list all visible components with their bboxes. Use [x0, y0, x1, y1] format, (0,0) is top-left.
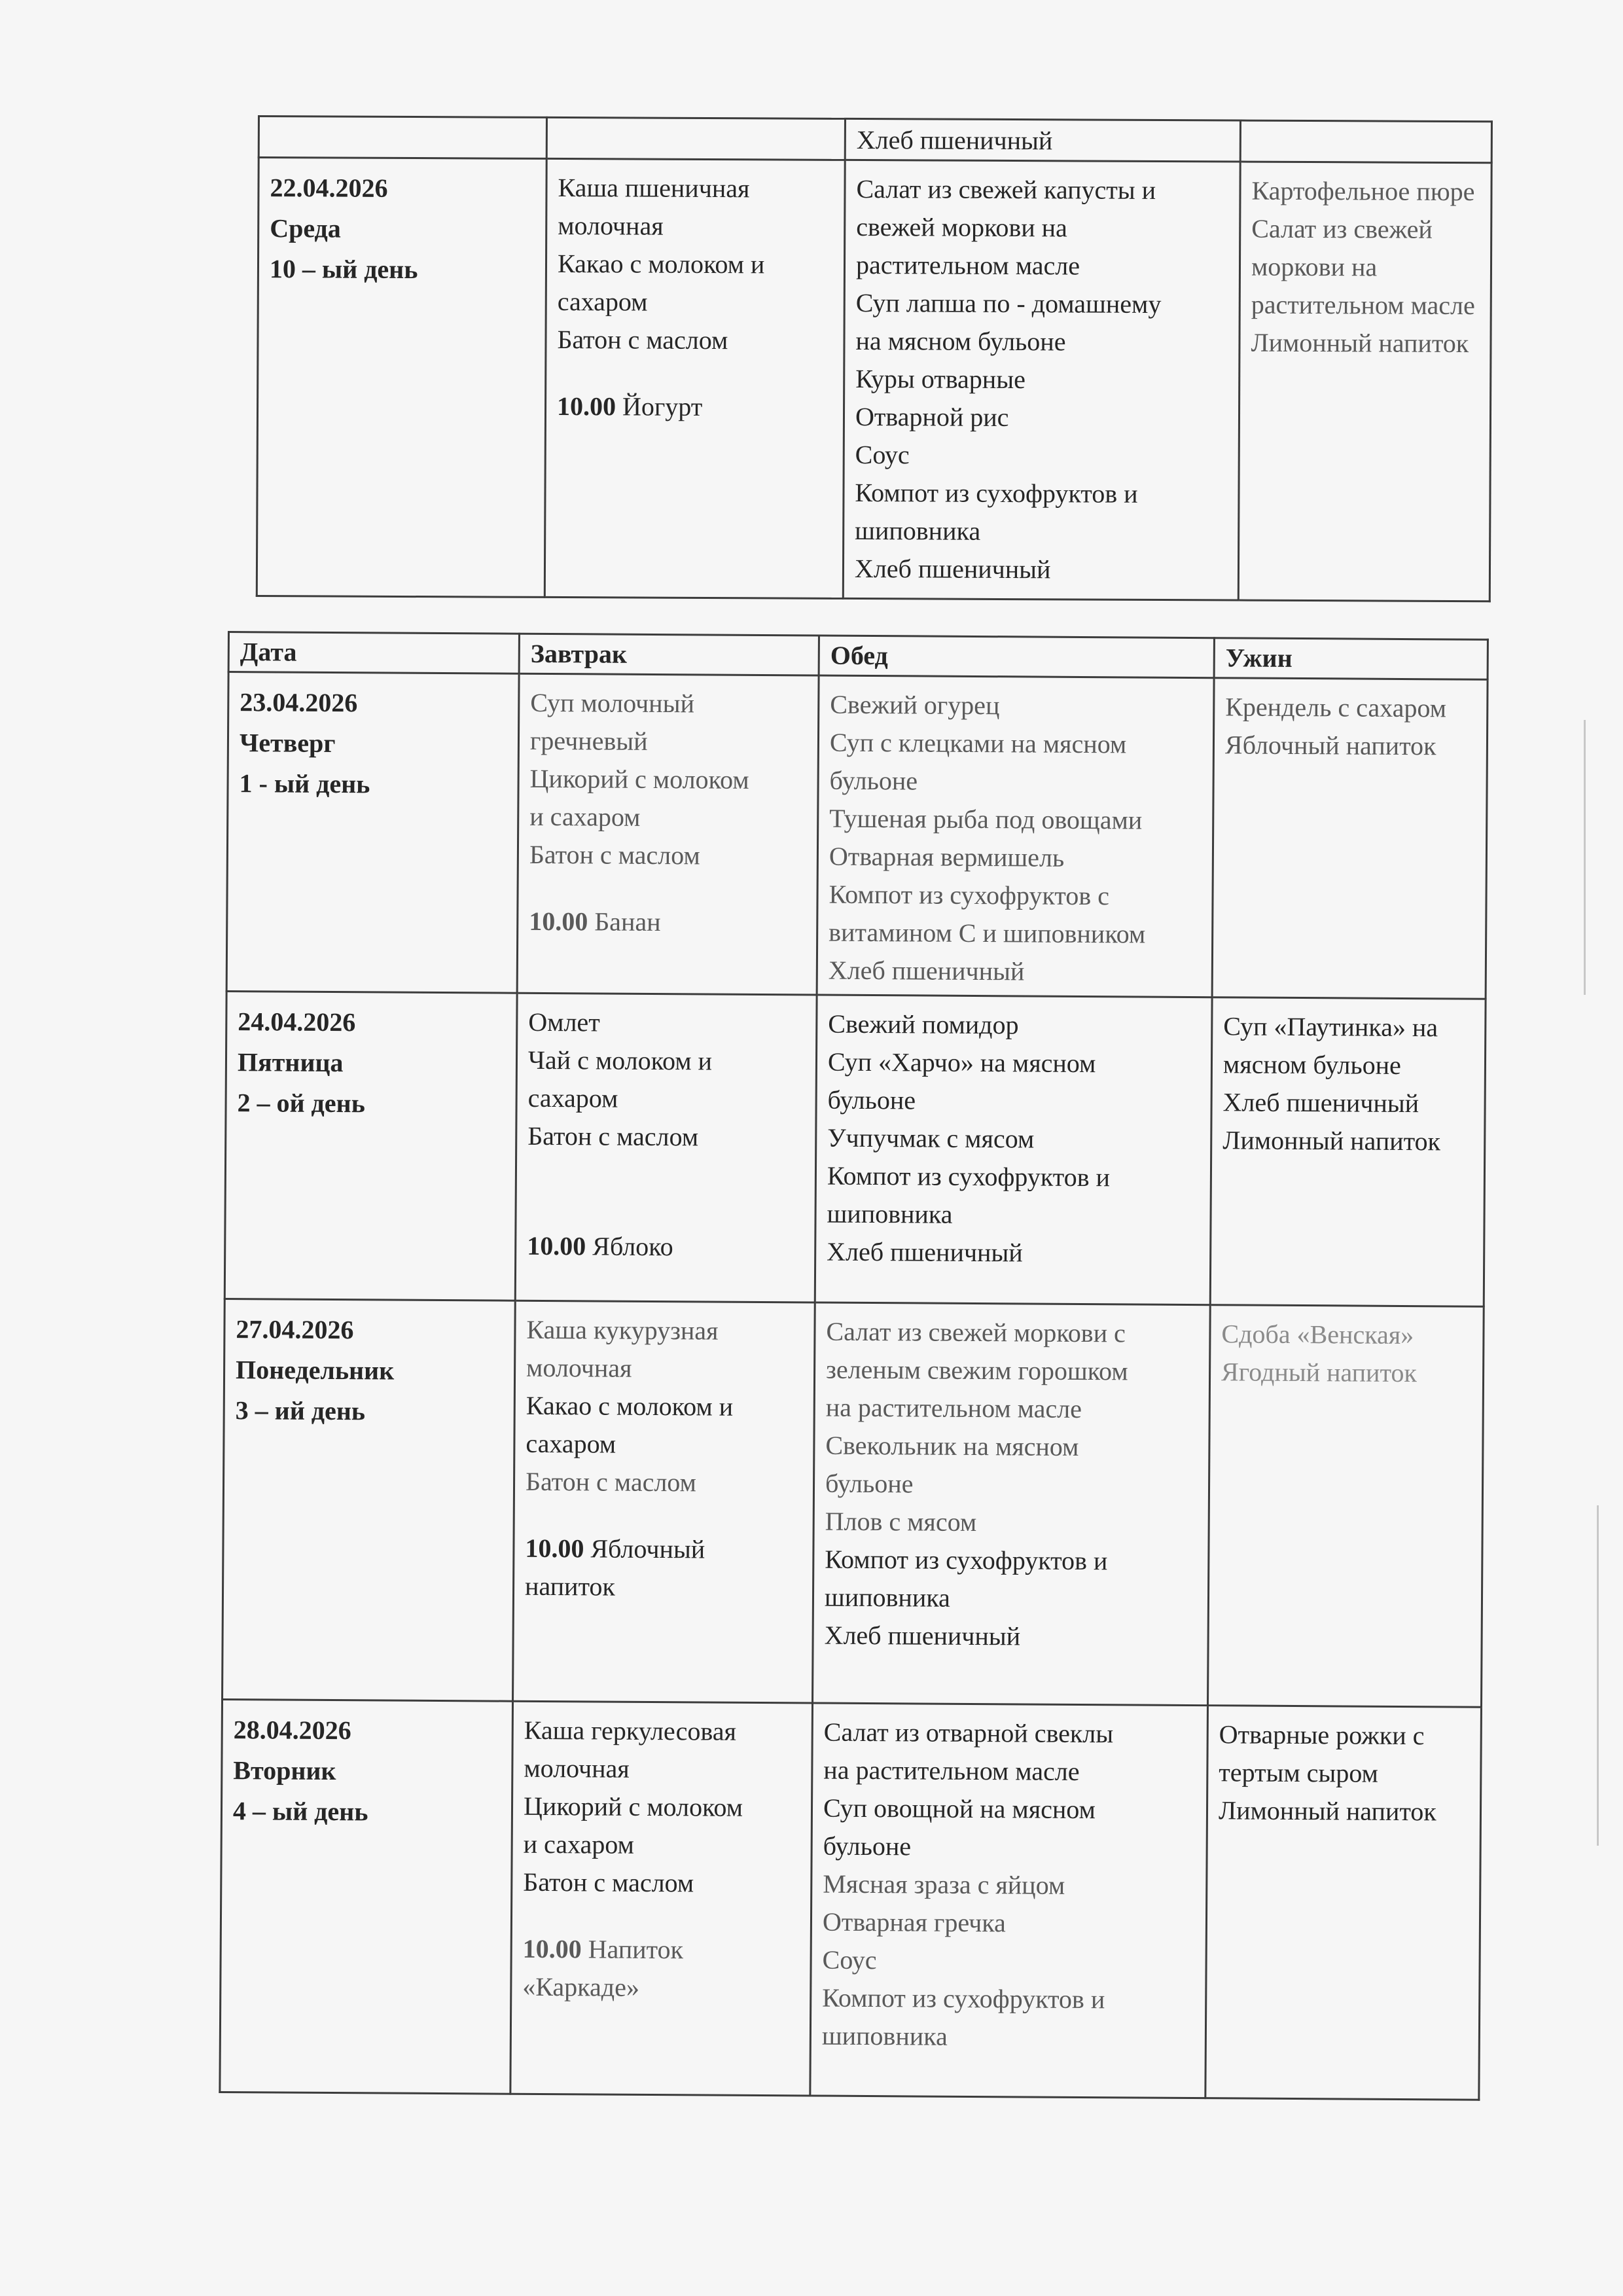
breakfast-item: Цикорий с молоком — [523, 1791, 743, 1822]
breakfast-item: сахаром — [526, 1428, 616, 1459]
snack-item: Яблочный — [590, 1534, 705, 1564]
date-cell — [223, 1299, 516, 1701]
lunch-item: Отварной рис — [855, 401, 1009, 433]
dinner-item: Салат из свежей — [1251, 213, 1433, 244]
breakfast-item: Батон с маслом — [523, 1867, 694, 1898]
date-cell — [220, 1699, 513, 2094]
date-cell — [224, 991, 517, 1300]
carry-over-dinner-cell — [1240, 120, 1491, 163]
lunch-item: Куры отварные — [855, 363, 1026, 395]
dinner-item: Хлеб пшеничный — [1222, 1087, 1419, 1119]
dinner-item: тертым сыром — [1219, 1757, 1379, 1788]
breakfast-item: Какао с молоком и — [557, 249, 765, 279]
weekday: Вторник — [233, 1755, 336, 1786]
snack-time: 10.00 — [556, 391, 616, 422]
breakfast-item: Цикорий с молоком — [529, 763, 749, 795]
breakfast-cell — [510, 1701, 813, 2096]
breakfast-item: молочная — [526, 1352, 632, 1383]
snack-item: Банан — [594, 906, 661, 937]
snack-item-continued: напиток — [524, 1571, 616, 1602]
breakfast-item: Каша кукурузная — [526, 1314, 719, 1346]
lunch-item: Хлеб пшеничный — [856, 124, 1053, 156]
day-row — [224, 991, 1486, 1306]
day-number: 4 – ый день — [232, 1796, 368, 1827]
breakfast-item: Каша пшеничная — [558, 173, 750, 204]
dinner-item: Сдоба «Венская» — [1221, 1319, 1414, 1350]
lunch-item: Отварная гречка — [822, 1907, 1007, 1938]
date: 24.04.2026 — [238, 1007, 356, 1037]
weekday: Среда — [270, 213, 341, 243]
dinner-cell — [1212, 678, 1488, 999]
breakfast-item: Батон с маслом — [529, 839, 700, 870]
lunch-item: Суп овощной на мясном — [823, 1793, 1096, 1825]
snack-time: 10.00 — [529, 906, 588, 937]
dinner-item: Суп «Паутинка» на — [1223, 1011, 1438, 1043]
lunch-cell — [815, 995, 1212, 1305]
lunch-item: Хлеб пшеничный — [854, 553, 1051, 584]
lunch-item: Компот из сухофруктов и — [855, 477, 1138, 509]
lunch-item: Соус — [822, 1945, 877, 1975]
lunch-item: витамином С и шиповником — [829, 917, 1146, 949]
breakfast-item: сахаром — [557, 287, 648, 317]
snack — [527, 1227, 804, 1267]
breakfast-item: Батон с маслом — [557, 324, 728, 355]
header-lunch: Обед — [819, 636, 1214, 678]
lunch-item: Свекольник на мясном — [825, 1430, 1079, 1462]
lunch-cell — [813, 1302, 1211, 1706]
carry-over-breakfast-cell — [546, 117, 845, 160]
day-number: 10 – ый день — [269, 254, 418, 285]
lunch-item: растительном масле — [855, 249, 1080, 281]
weekday: Понедельник — [235, 1355, 395, 1386]
breakfast-item: Каша геркулесовая — [524, 1715, 737, 1746]
lunch-item: зеленым свежим горошком — [825, 1354, 1128, 1386]
lunch-item: Салат из отварной свеклы — [823, 1717, 1114, 1749]
dinner-cell — [1238, 162, 1491, 601]
dinner-item: Картофельное пюре — [1251, 175, 1475, 207]
breakfast-item: Омлет — [528, 1007, 600, 1037]
lunch-item: Мясная зраза с яйцом — [823, 1869, 1065, 1900]
day-row — [220, 1699, 1482, 2100]
lunch-cell — [810, 1703, 1208, 2098]
lunch-item: Компот из сухофруктов и — [825, 1544, 1108, 1576]
menu-table — [219, 631, 1489, 2101]
carry-over-lunch-cell — [845, 118, 1240, 162]
dinner-item: Лимонный напиток — [1251, 327, 1469, 359]
breakfast-cell — [517, 673, 819, 995]
header-date: Дата — [228, 632, 519, 674]
date: 27.04.2026 — [236, 1314, 354, 1345]
lunch-item: Компот из сухофруктов и — [827, 1160, 1111, 1193]
date: 22.04.2026 — [270, 173, 388, 203]
breakfast-item: Какао с молоком и — [526, 1390, 734, 1422]
breakfast-item: Батон с маслом — [527, 1121, 699, 1152]
dinner-item: Ягодный напиток — [1221, 1357, 1418, 1388]
scan-edge-mark — [1584, 720, 1586, 995]
lunch-cell — [843, 160, 1240, 600]
lunch-item: Отварная вермишель — [829, 841, 1065, 872]
snack-item-continued: «Каркаде» — [522, 1971, 640, 2002]
lunch-item: бульоне — [827, 1085, 916, 1115]
day-row — [223, 1299, 1484, 1707]
snack-time: 10.00 — [522, 1933, 582, 1964]
lunch-item: Суп «Харчо» на мясном — [827, 1047, 1096, 1079]
lunch-item: Учпучмак с мясом — [827, 1122, 1035, 1154]
carry-over-date-cell — [259, 117, 546, 159]
weekday: Пятница — [237, 1047, 344, 1078]
breakfast-item: сахаром — [527, 1083, 618, 1113]
day-row — [257, 158, 1491, 601]
breakfast-cell — [515, 993, 817, 1302]
day-row — [226, 672, 1488, 999]
snack — [525, 1530, 802, 1570]
lunch-item: шиповника — [827, 1198, 953, 1229]
snack — [529, 903, 806, 942]
scan-edge-mark — [1597, 1505, 1599, 1846]
lunch-item: шиповника — [821, 2020, 948, 2051]
header-breakfast: Завтрак — [519, 634, 819, 675]
snack-time: 10.00 — [527, 1230, 586, 1261]
dinner-item: Крендель с сахаром — [1225, 692, 1447, 723]
lunch-item: бульоне — [829, 765, 918, 796]
snack-item: Напиток — [588, 1934, 684, 1965]
header-dinner: Ужин — [1214, 638, 1488, 680]
lunch-item: Салат из свежей моркови с — [826, 1316, 1126, 1348]
menu-table-continuation — [256, 115, 1493, 602]
day-number: 3 – ий день — [235, 1395, 366, 1426]
breakfast-item: Чай с молоком и — [527, 1045, 713, 1076]
date-cell — [257, 158, 546, 598]
dinner-item: Лимонный напиток — [1222, 1125, 1441, 1157]
lunch-item: бульоне — [823, 1831, 912, 1861]
lunch-item: на растительном масле — [823, 1755, 1080, 1786]
lunch-item: шиповника — [855, 515, 981, 546]
dinner-cell — [1210, 997, 1486, 1307]
carry-over-row — [259, 117, 1491, 163]
lunch-item: Тушеная рыба под овощами — [829, 803, 1143, 835]
lunch-item: Компот из сухофруктов и — [822, 1982, 1105, 2015]
breakfast-cell — [513, 1300, 815, 1703]
lunch-item: Хлеб пшеничный — [828, 955, 1025, 986]
lunch-item: на растительном масле — [825, 1392, 1082, 1424]
breakfast-item: Батон с маслом — [525, 1466, 697, 1498]
lunch-item: Хлеб пшеничный — [827, 1236, 1023, 1268]
dinner-item: мясном бульоне — [1222, 1049, 1401, 1080]
breakfast-cell — [544, 158, 845, 598]
snack-time: 10.00 — [525, 1533, 584, 1564]
breakfast-item: гречневый — [529, 725, 648, 756]
dinner-cell — [1207, 1305, 1484, 1708]
lunch-item: бульоне — [825, 1468, 914, 1499]
lunch-item: Соус — [855, 439, 910, 470]
lunch-item: Компот из сухофруктов с — [829, 879, 1110, 911]
weekday: Четверг — [239, 728, 336, 759]
lunch-item: шиповника — [824, 1582, 951, 1613]
date-cell — [226, 672, 519, 994]
lunch-item: Плов с мясом — [825, 1506, 977, 1537]
lunch-item: Свежий огурец — [830, 689, 1000, 721]
breakfast-item: и сахаром — [529, 801, 641, 832]
dinner-item: Лимонный напиток — [1218, 1795, 1436, 1827]
breakfast-item: Суп молочный — [530, 687, 695, 719]
dinner-item: растительном масле — [1251, 289, 1475, 321]
date: 28.04.2026 — [233, 1715, 351, 1746]
dinner-item: Яблочный напиток — [1224, 730, 1436, 761]
lunch-item: Хлеб пшеничный — [824, 1620, 1021, 1651]
dinner-item: Отварные рожки с — [1219, 1719, 1425, 1751]
snack — [557, 387, 832, 427]
dinner-item: моркови на — [1251, 251, 1378, 282]
snack-item: Йогурт — [622, 391, 703, 422]
date: 23.04.2026 — [240, 687, 358, 718]
lunch-item: на мясном бульоне — [855, 325, 1066, 357]
lunch-item: свежей моркови на — [856, 211, 1067, 243]
breakfast-item: молочная — [558, 211, 664, 241]
lunch-item: Суп лапша по - домашнему — [855, 287, 1162, 319]
dinner-cell — [1205, 1706, 1482, 2100]
lunch-item: Салат из свежей капусты и — [856, 173, 1156, 205]
lunch-item: Свежий помидор — [828, 1009, 1019, 1040]
lunch-cell — [817, 675, 1214, 997]
lunch-item: Суп с клецками на мясном — [829, 727, 1127, 759]
snack — [523, 1930, 800, 1970]
breakfast-item: и сахаром — [523, 1829, 635, 1859]
day-number: 1 - ый день — [239, 768, 370, 799]
snack-item: Яблоко — [592, 1231, 673, 1262]
breakfast-item: молочная — [524, 1753, 630, 1784]
day-number: 2 – ой день — [237, 1088, 365, 1119]
